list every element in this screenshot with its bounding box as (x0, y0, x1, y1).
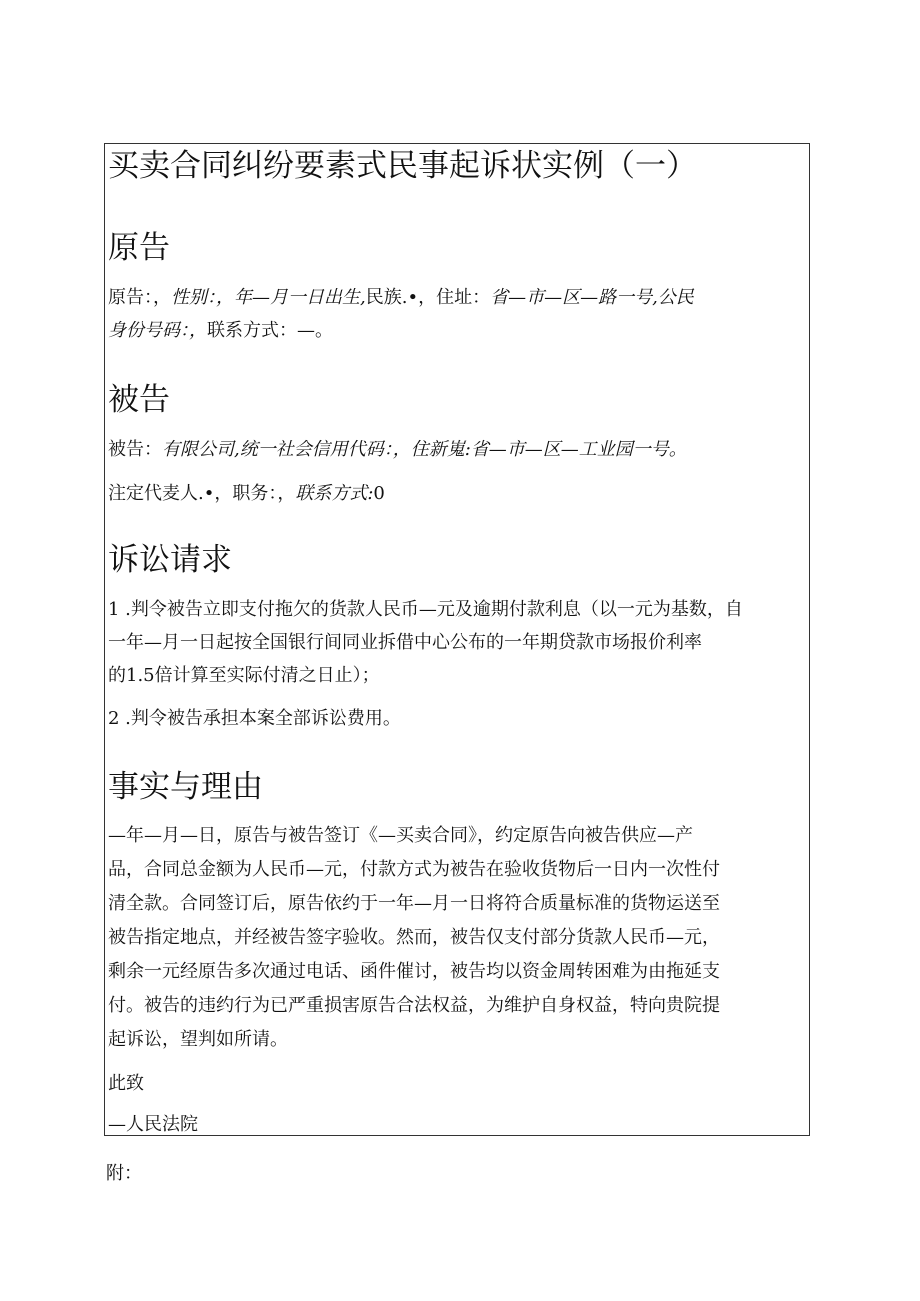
defendant-info-line-2 (108, 481, 385, 507)
defendant-representative: 注定代麦人.•，职务：， (108, 483, 296, 504)
document-title: 买卖合同纠纷要素式民事起诉状实例（一） (108, 148, 697, 184)
facts-line: 起诉讼，望判如所请。 (108, 1029, 288, 1050)
attachment-label: 附： (106, 1163, 142, 1184)
claim-line: 的1.5倍计算至实际付清之日止）； (108, 665, 380, 686)
plaintiff-info-line-2 (108, 318, 333, 344)
defendant-label: 被告： (108, 439, 162, 460)
facts-line: 品，合同总金额为人民币—元，付款方式为被告在验收货物后一日内一次性付 (108, 859, 720, 880)
plaintiff-contact: 联系方式：—。 (207, 320, 333, 341)
facts-heading: 事实与理由 (108, 769, 263, 805)
plaintiff-address: 省—市—区—路一号,公民 (490, 287, 694, 308)
claim-line: 一年—月一日起按全国银行间同业拆借中心公布的一年期贷款市场报价利率 (108, 632, 702, 653)
plaintiff-info-line-1 (108, 285, 694, 311)
claim-line: 1 .判令被告立即支付拖欠的货款人民币—元及逾期付款利息（以一元为基数，自 (108, 599, 743, 620)
facts-line: 清全款。合同签订后，原告依约于一年—月一日将符合质量标准的货物运送至 (108, 893, 720, 914)
facts-line: 剩余一元经原告多次通过电话、函件催讨，被告均以资金周转困难为由拖延支 (108, 961, 720, 982)
closing-salutation: 此致 (108, 1073, 144, 1094)
defendant-contact-label: 联系方式: (295, 483, 374, 504)
closing-court: —人民法院 (108, 1114, 198, 1135)
facts-line: 付。被告的违约行为已严重损害原告合法权益，为维护自身权益，特向贵院提 (108, 995, 720, 1016)
claim-line: 2 .判令被告承担本案全部诉讼费用。 (108, 708, 401, 729)
plaintiff-label: 原告：， (108, 287, 171, 308)
defendant-contact-value: 0 (373, 483, 385, 504)
facts-line: —年—月—日，原告与被告签订《—买卖合同》，约定原告向被告供应—产 (108, 825, 693, 846)
defendant-info-line-1 (108, 437, 687, 463)
plaintiff-gender-birth: 性别：，年—月一日出生, (171, 287, 366, 308)
defendant-company-info: 有限公司,统一社会信用代码：，住新嵬:省—市—区—工业园一号。 (162, 439, 687, 460)
defendant-heading: 被告 (108, 382, 170, 418)
claims-heading: 诉讼请求 (108, 542, 232, 578)
plaintiff-ethnicity-address-label: 民族.•，住址： (365, 287, 491, 308)
plaintiff-heading: 原告 (108, 230, 170, 266)
plaintiff-id-number: 身份号码：， (108, 320, 207, 341)
facts-line: 被告指定地点，并经被告签字验收。然而，被告仅支付部分货款人民币—元， (108, 927, 720, 948)
